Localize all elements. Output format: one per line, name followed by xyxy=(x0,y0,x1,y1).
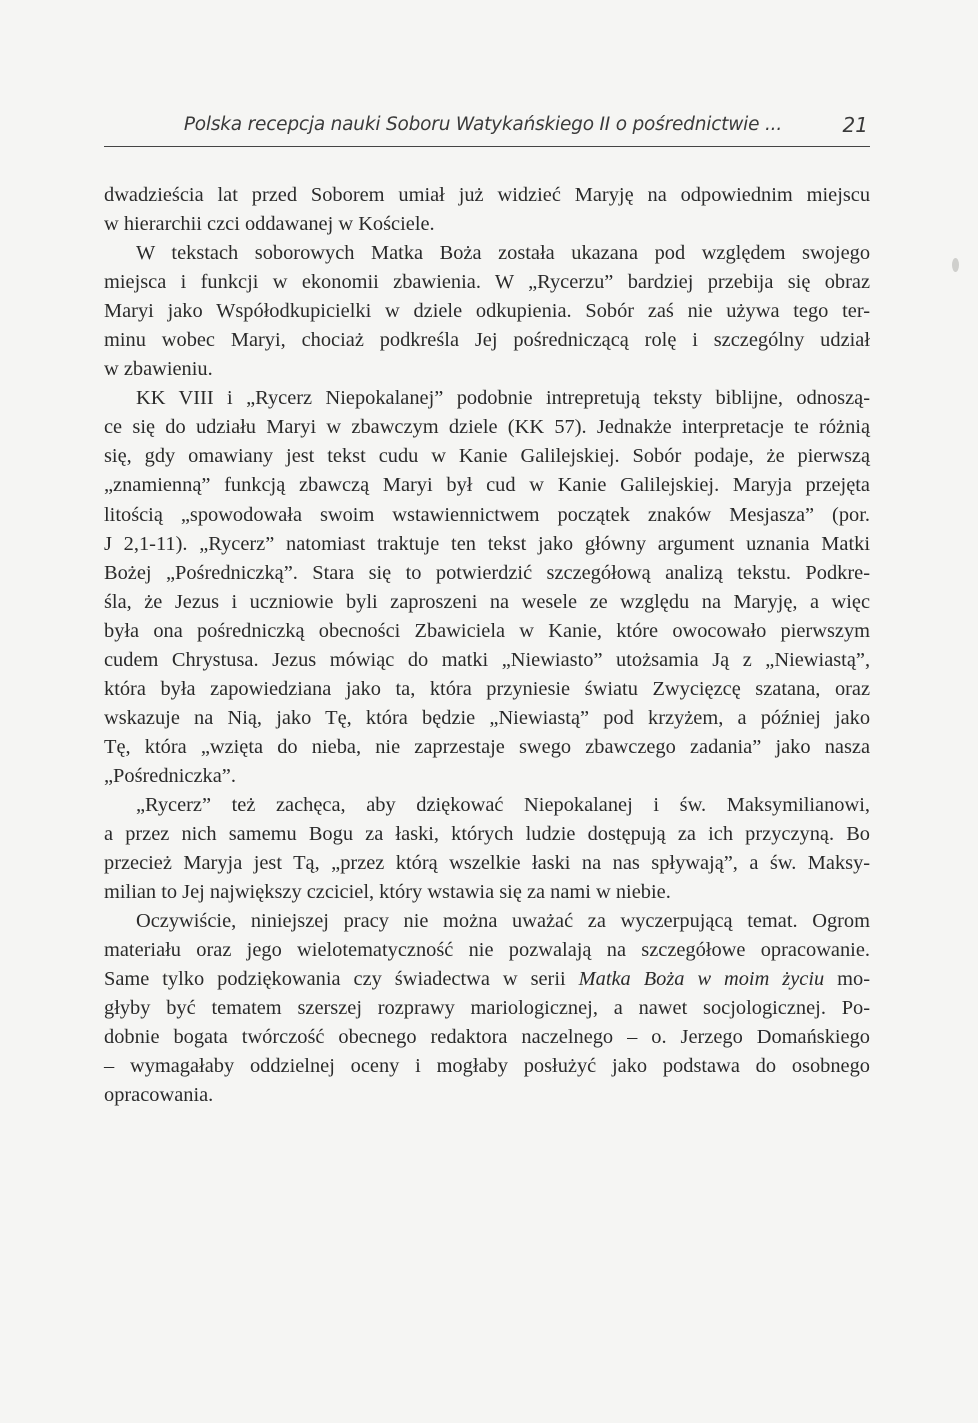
text-line: przecież Maryja jest Tą, „przez którą wszelkie łaski na nas spływają”, a św. Maksy- xyxy=(104,852,871,875)
text-segment: Same tylko podziękowania czy świadectwa w serii xyxy=(104,968,579,991)
text-line: „Rycerz” też zachęca, aby dziękować Niepokalanej i św. Maksymilianowi, xyxy=(136,793,870,816)
text-line: Bożej „Pośredniczką”. Stara się to potwierdzić szczegółową analizą tekstu. Podkre- xyxy=(104,561,870,584)
header-title: Polska recepcja nauki Soboru Watykańskiego II o pośrednictwie ... xyxy=(183,114,782,135)
text-line: była ona pośredniczką obecności Zbawiciela w Kanie, które owocowało pierwszym xyxy=(104,619,870,642)
text-line: miejsca i funkcji w ekonomii zbawienia. W „Rycerzu” bardziej przebija się obraz xyxy=(104,271,870,294)
text-line: Tę, która „wzięta do nieba, nie zaprzestaje swego zbawczego zadania” jako nasza xyxy=(104,735,870,758)
text-line: ce się do udziału Maryi w zbawczym dziele (KK 57). Jednakże interpretacje te różnią xyxy=(104,416,870,439)
text-line: cudem Chrystusa. Jezus mówiąc do matki „Niewiasto” utożsamia Ją z „Niewiastą”, xyxy=(104,648,871,671)
page-number: 21 xyxy=(842,113,868,137)
text-line: dwadzieścia lat przed Soborem umiał już widzieć Maryję na odpowiednim miejscu xyxy=(104,184,871,206)
text-line: głyby być tematem szerszej rozprawy mariologicznej, a nawet socjologicznej. Po- xyxy=(104,997,871,1020)
text-line: litością „spowodowała swoim wstawiennictwem początek znaków Mesjasza” (por. xyxy=(104,503,870,526)
text-segment: mo- xyxy=(824,968,870,991)
text-line: dobnie bogata twórczość obecnego redaktora naczelnego – o. Jerzego Domańskiego xyxy=(104,1026,870,1049)
text-line: milian to Jej największy czciciel, który wstawia się za nami w niebie. xyxy=(104,881,671,904)
text-line: materiału oraz jego wielotematyczność nie pozwalają na szczegółowe opracowanie. xyxy=(104,939,870,962)
text-line: a przez nich samemu Bogu za łaski, których ludzie dostępują za ich przyczyną. Bo xyxy=(104,823,870,846)
text-line: W tekstach soborowych Matka Boża została ukazana pod względem swojego xyxy=(136,242,871,265)
text-line: w hierarchii czci oddawanej w Kościele. xyxy=(104,213,435,236)
text-line: minu wobec Maryi, chociaż podkreśla Jej pośredniczącą rolę i szczególny udział xyxy=(104,329,870,352)
text-line: „znamienną” funkcją zbawczą Maryi był cud w Kanie Galilejskiej. Maryja przejęta xyxy=(104,474,870,497)
text-line: „Pośredniczka”. xyxy=(104,764,236,787)
text-line: – wymagałaby oddzielnej oceny i mogłaby posłużyć jako podstawa do osobnego xyxy=(104,1055,870,1078)
body-text xyxy=(104,181,870,1111)
series-title: Matka Boża w moim życiu xyxy=(578,968,825,991)
text-line: śla, że Jezus i uczniowie byli zaproszeni na wesele ze względu na Maryję, a więc xyxy=(104,590,871,613)
text-line: KK VIII i „Rycerz Niepokalanej” podobnie intrepretują teksty biblijne, odnoszą- xyxy=(136,387,870,410)
text-line: Maryi jako Współodkupicielki w dziele odkupienia. Sobór zaś nie używa tego ter- xyxy=(104,300,870,323)
running-header xyxy=(104,112,870,147)
text-line: która była zapowiedziana jako ta, która przyniesie światu Zwycięzcę szatana, oraz xyxy=(104,677,871,700)
text-line: opracowania. xyxy=(104,1084,214,1107)
text-line: J 2,1-11). „Rycerz” natomiast traktuje ten tekst jako główny argument uznania Matki xyxy=(104,532,870,555)
text-line: w zbawieniu. xyxy=(104,358,213,381)
text-line xyxy=(104,965,870,994)
text-line: wskazuje na Nią, jako Tę, która będzie „Niewiastą” pod krzyżem, a później jako xyxy=(104,706,871,729)
text-line: się, gdy omawiany jest tekst cudu w Kanie Galilejskiej. Sobór podaje, że pierwszą xyxy=(104,445,870,468)
text-line: Oczywiście, niniejszej pracy nie można uważać za wyczerpującą temat. Ogrom xyxy=(136,910,870,933)
paper-speck xyxy=(952,258,959,272)
